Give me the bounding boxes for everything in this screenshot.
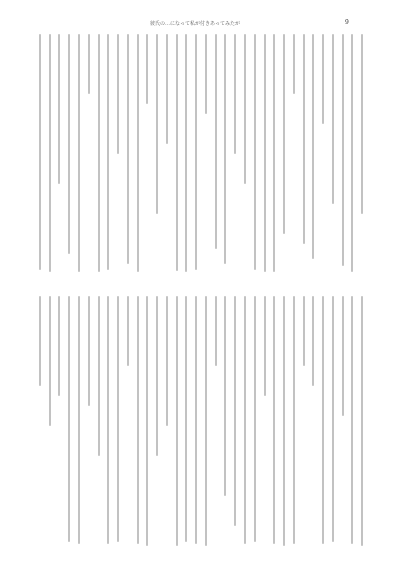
text-column: [127, 296, 129, 366]
text-column: [322, 34, 324, 124]
text-column: [342, 34, 344, 266]
text-column: [312, 296, 314, 386]
text-column: [264, 296, 266, 396]
text-column: [215, 34, 217, 249]
text-column: [254, 296, 256, 542]
text-column: [273, 296, 275, 544]
text-column: [303, 34, 305, 244]
text-column: [224, 34, 226, 264]
text-column: [205, 34, 207, 114]
text-column: [176, 296, 178, 546]
text-column: [156, 296, 158, 456]
text-column: [137, 34, 139, 272]
text-column: [293, 296, 295, 544]
text-column: [332, 296, 334, 542]
text-column: [215, 296, 217, 366]
lower-text-block: [34, 296, 366, 546]
text-column: [322, 296, 324, 544]
text-column: [361, 296, 363, 546]
text-column: [78, 34, 80, 272]
text-column: [58, 34, 60, 184]
text-column: [49, 296, 51, 426]
text-column: [146, 296, 148, 546]
text-column: [342, 296, 344, 416]
running-header: 彼氏の…になって私が付きあってみたが: [150, 21, 240, 27]
text-column: [234, 34, 236, 154]
text-column: [137, 296, 139, 544]
text-column: [234, 296, 236, 526]
text-column: [283, 34, 285, 234]
text-column: [68, 34, 70, 254]
text-column: [68, 296, 70, 542]
text-column: [303, 296, 305, 366]
text-column: [351, 296, 353, 544]
text-column: [361, 34, 363, 214]
text-column: [195, 34, 197, 270]
text-column: [78, 296, 80, 544]
text-column: [166, 296, 168, 426]
text-column: [127, 34, 129, 264]
text-column: [224, 296, 226, 496]
text-column: [98, 34, 100, 272]
text-column: [166, 34, 168, 144]
text-column: [88, 34, 90, 94]
text-column: [205, 296, 207, 546]
text-column: [244, 296, 246, 544]
text-column: [117, 296, 119, 542]
text-column: [146, 34, 148, 104]
text-column: [88, 296, 90, 406]
text-column: [39, 296, 41, 386]
text-column: [107, 34, 109, 270]
text-column: [351, 34, 353, 272]
text-column: [332, 34, 334, 204]
page-number: 9: [345, 19, 349, 26]
text-column: [39, 34, 41, 270]
text-column: [293, 34, 295, 94]
text-column: [264, 34, 266, 272]
text-column: [156, 34, 158, 214]
text-column: [254, 34, 256, 270]
text-column: [49, 34, 51, 272]
text-column: [273, 34, 275, 272]
text-column: [107, 296, 109, 544]
upper-text-block: [34, 34, 366, 272]
text-column: [176, 34, 178, 271]
text-column: [58, 296, 60, 396]
text-column: [312, 34, 314, 259]
text-column: [185, 34, 187, 272]
text-column: [283, 296, 285, 546]
text-column: [117, 34, 119, 154]
text-column: [185, 296, 187, 542]
text-column: [195, 296, 197, 544]
text-column: [98, 296, 100, 456]
text-column: [244, 34, 246, 184]
